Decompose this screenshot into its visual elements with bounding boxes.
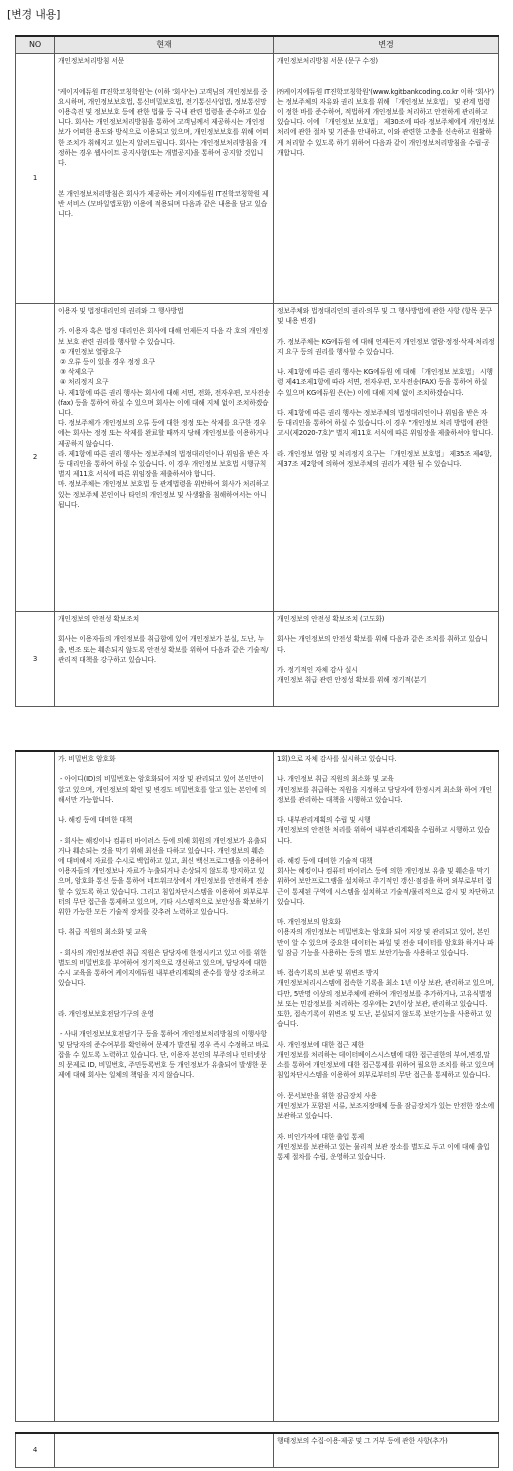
table-row [16,751,499,1421]
change-table [15,35,499,707]
section-title: [변경 내용] [7,8,61,21]
row-current [55,1433,274,1467]
row-no: 2 [16,304,55,612]
change-table-continued [15,1432,499,1468]
row-current: 이용자 및 법정대리인의 권리와 그 행사방법 가. 이용자 혹은 법정 대리인은 회사에 대해 언제든지 다음 각 호의 개인정보 보호 관련 권리를 행사할 수 있습니다. ① 개인정보 열람요구 ② 오류 등이 있을 경우 정정 요구 ③ 삭제요구 ④ 처리정지 요구 나. 제1항에 따른 권리 행사는 회사에 대해 서면, 전화, 전자우편, 모사전송(fax) 등을 통하여 하실 수 있으며 회사는 이에 대해 지체 없이 조치하겠습니다. 다. 정보주체가 개인정보의 오류 등에 대한 정정 또는 삭제를 요구한 경우에는 회사는 정정 또는 삭제를 완료할 때까지 당해 개인정보를 이용하거나 제공하지 않습니다. 라. 제1항에 따른 권리 행사는 정보주체의 법정대리인이나 위임을 받은 자 등 대리인을 통하여 하실 수 있습니다. 이 경우 개인정보 보호법 시행규칙 별지 제11호 서식에 따른 위임장을 제출하셔야 합니다. 마. 정보주체는 개인정보 보호법 등 관계법령을 위반하여 회사가 처리하고 있는 정보주체 본인이나 타인의 개인정보 및 사생활을 침해하여서는 아니 됩니다. [55,304,274,612]
table-row [16,304,499,612]
table-row [16,612,499,707]
header-no: NO [16,36,55,54]
row-no: 4 [16,1433,55,1467]
row-no: 3 [16,612,55,707]
row-no: 1 [16,54,55,304]
row-change: 행태정보의 수집·이용·제공 및 그 거부 등에 관한 사항(추가) [274,1433,499,1467]
change-table-continued [15,750,499,1422]
row-change: 정보주체와 법정대리인의 권리·의무 및 그 행사방법에 관한 사항 (항목 문구 및 내용 변경) 가. 정보주체는 KG에듀원 에 대해 언제든지 개인정보 열람·정정·삭제·처리정지 요구 등의 권리를 행사할 수 있습니다. 나. 제1항에 따른 권리 행사는 KG에듀원 에 대해 「개인정보 보호법」 시행령 제41조제1항에 따라 서면, 전자우편, 모사전송(FAX) 등을 통하여 하실 수 있으며 KG에듀원 은(는) 이에 대해 지체 없이 조치하겠습니다. 다. 제1항에 따른 권리 행사는 정보주체의 법정대리인이나 위임을 받은 자 등 대리인을 통하여 하실 수 있습니다.이 경우 "개인정보 처리 방법에 관한 고시(제2020-7호)" 별지 제11호 서식에 따른 위임장을 제출하셔야 합니다. 라. 개인정보 열람 및 처리정지 요구는 「개인정보 보호법」 제35조 제4항, 제37조 제2항에 의하여 정보주체의 권리가 제한 될 수 있습니다. [274,304,499,612]
table-row [16,1433,499,1467]
row-current: 개인정보의 안전성 확보조치 회사는 이용자들의 개인정보를 취급함에 있어 개인정보가 분실, 도난, 누출, 변조 또는 훼손되지 않도록 안전성 확보를 위하여 다음과 같은 기술적/관리적 대책을 강구하고 있습니다. [55,612,274,707]
row-change: 개인정보의 안전성 확보조치 (고도화) 회사는 개인정보의 안전성 확보를 위해 다음과 같은 조치를 취하고 있습니다. 가. 정기적인 자체 감사 실시 개인정보 취급 관련 안정성 확보를 위해 정기적(분기 [274,612,499,707]
row-current: 개인정보처리방침 서문 '케이지에듀원 IT진학코칭학원'는 (이하 '회사'는) 고객님의 개인정보를 중요시하며, 개인정보보호법, 통신비밀보호법, 전기통신사업법, 정보통신망 이용촉진 및 정보보호 등에 관한 법률 등 국내 관련 법령을 준수하고 있습니다. 회사는 개인정보처리방침을 통하여 고객님께서 제공하시는 개인정보가 어떠한 용도와 방식으로 이용되고 있으며, 개인정보보호를 위해 어떠한 조치가 취해지고 있는지 알려드립니다. 회사는 개인정보처리방침을 개정하는 경우 웹사이트 공지사항(또는 개별공지)을 통하여 공지할 것입니다. 본 개인정보처리방침은 회사가 제공하는 케이지에듀원 IT진학코칭학원 제반 서비스 (모바일앱포함) 이용에 적용되며 다음과 같은 내용을 담고 있습니다. [55,54,274,304]
row-no [16,751,55,1421]
header-current: 현재 [55,36,274,54]
row-change: 1회)으로 자체 감사를 실시하고 있습니다. 나. 개인정보 취급 직원의 최소화 및 교육 개인정보를 취급하는 직원을 지정하고 담당자에 한정시켜 최소화 하여 개인정보를 관리하는 대책을 시행하고 있습니다. 다. 내부관리계획의 수립 및 시행 개인정보의 안전한 처리를 위하여 내부관리계획을 수립하고 시행하고 있습니다. 라. 해킹 등에 대비한 기술적 대책 회사는 해킹이나 컴퓨터 바이러스 등에 의한 개인정보 유출 및 훼손을 막기 위하여 보안프로그램을 설치하고 주기적인 갱신·점검을 하며 외부로부터 접근이 통제된 구역에 시스템을 설치하고 기술적/물리적으로 감시 및 차단하고 있습니다. 마. 개인정보의 암호화 이용자의 개인정보는 비밀번호는 암호화 되어 저장 및 관리되고 있어, 본인만이 알 수 있으며 중요한 데이터는 파일 및 전송 데이터를 암호화 하거나 파일 잠금 기능을 사용하는 등의 별도 보안기능을 사용하고 있습니다. 바. 접속기록의 보관 및 위변조 방지 개인정보처리시스템에 접속한 기록을 최소 1년 이상 보관, 관리하고 있으며,다만, 5만명 이상의 정보주체에 관하여 개인정보를 추가하거나, 고유식별정보 또는 민감정보를 처리하는 경우에는 2년이상 보관, 관리하고 있습니다. 또한, 접속기록이 위변조 및 도난, 분실되지 않도록 보안기능을 사용하고 있습니다. 사. 개인정보에 대한 접근 제한 개인정보를 처리하는 데이터베이스시스템에 대한 접근권한의 부여,변경,말소를 통하여 개인정보에 대한 접근통제를 위하여 필요한 조치를 하고 있으며 침입차단시스템을 이용하여 외부로부터의 무단 접근을 통제하고 있습니다. 아. 문서보안을 위한 잠금장치 사용 개인정보가 포함된 서류, 보조저장매체 등을 잠금장치가 있는 안전한 장소에 보관하고 있습니다. 자. 비인가자에 대한 출입 통제 개인정보를 보관하고 있는 물리적 보관 장소를 별도로 두고 이에 대해 출입통제 절차를 수립, 운영하고 있습니다. [274,751,499,1421]
table-row [16,54,499,304]
row-current: 가. 비밀번호 암호화 - 아이디(ID)의 비밀번호는 암호화되어 저장 및 관리되고 있어 본인만이 알고 있으며, 개인정보의 확인 및 변경도 비밀번호를 알고 있는 본인에 의해서만 가능합니다. 나. 해킹 등에 대비한 대책 - 회사는 해킹이나 컴퓨터 바이러스 등에 의해 회원의 개인정보가 유출되거나 훼손되는 것을 막기 위해 최선을 다하고 있습니다. 개인정보의 훼손에 대비해서 자료를 수시로 백업하고 있고, 최신 백신프로그램을 이용하여 이용자들의 개인정보나 자료가 누출되거나 손상되지 않도록 방지하고 있으며, 암호화 통신 등을 통하여 네트워크상에서 개인정보를 안전하게 전송할 수 있도록 하고 있습니다. 그리고 침입차단시스템을 이용하여 외부로부터의 무단 접근을 통제하고 있으며, 기타 시스템적으로 보안성을 확보하기 위한 가능한 모든 기술적 장치를 갖추려 노력하고 있습니다. 다. 취급 직원의 최소화 및 교육 - 회사의 개인정보관련 취급 직원은 담당자에 한정시키고 있고 이를 위한 별도의 비밀번호를 부여하여 정기적으로 갱신하고 있으며, 담당자에 대한 수시 교육을 통하여 케이지에듀원 내부관리계획의 준수를 항상 강조하고 있습니다. 라. 개인정보보호전담기구의 운영 - 사내 개인정보보호전담기구 등을 통하여 개인정보처리방침의 이행사항 및 담당자의 준수여부를 확인하여 문제가 발견될 경우 즉시 수정하고 바로 잡을 수 있도록 노력하고 있습니다. 단, 이용자 본인의 부주의나 인터넷상의 문제로 ID, 비밀번호, 주민등록번호 등 개인정보가 유출되어 발생한 문제에 대해 회사는 일체의 책임을 지지 않습니다. [55,751,274,1421]
table-header-row [16,36,499,54]
header-change: 변경 [274,36,499,54]
row-change: 개인정보처리방침 서문 (문구 수정) ㈜케이지에듀원 IT진학코칭학원'(www.kgitbankcoding.co.kr 이하 '회사')는 정보주체의 자유와 권리 보호를 위해 「개인정보 보호법」 및 관계 법령이 정한 바를 준수하여, 적법하게 개인정보를 처리하고 안전하게 관리하고 있습니다. 이에 「개인정보 보호법」 제30조에 따라 정보주체에게 개인정보 처리에 관한 절차 및 기준을 안내하고, 이와 관련한 고충을 신속하고 원활하게 처리할 수 있도록 하기 위하여 다음과 같이 개인정보처리방침을 수립·공개합니다. [274,54,499,304]
